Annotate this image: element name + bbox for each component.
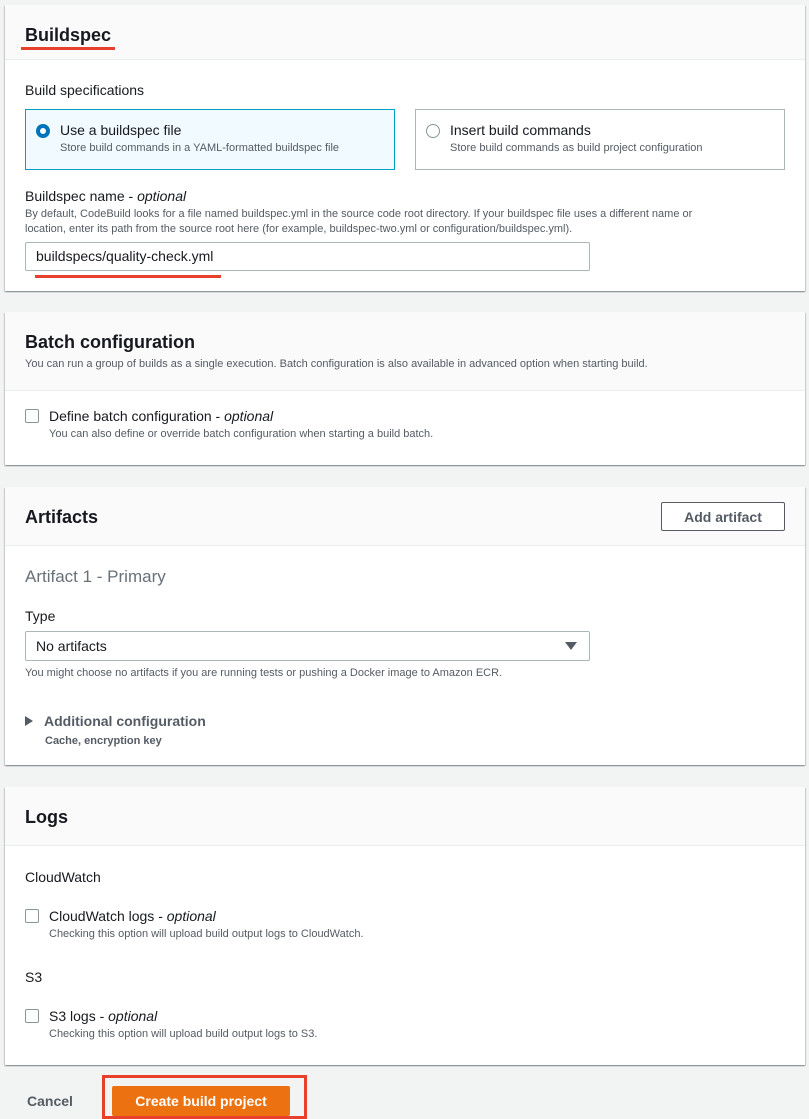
cloudwatch-logs-checkbox[interactable] [25, 909, 39, 923]
input-annotation-underline [35, 275, 221, 278]
batch-description: You can run a group of builds as a single execution. Batch configuration is also available in advanced option when starting build. [25, 358, 648, 370]
type-label: Type [25, 608, 56, 624]
cloudwatch-logs-description: Checking this option will upload build output logs to CloudWatch. [49, 928, 364, 940]
artifacts-title: Artifacts [25, 507, 99, 527]
buildspec-header [5, 5, 805, 60]
s3-logs-checkbox[interactable] [25, 1009, 39, 1023]
caret-down-icon [565, 642, 577, 650]
logs-panel [5, 787, 805, 1065]
define-batch-label-text: Define batch configuration - [49, 408, 225, 424]
buildspec-name-description-line-1: By default, CodeBuild looks for a file named buildspec.yml in the source code root directory. If your buildspec file uses a different name or [25, 208, 693, 220]
title-annotation-underline [21, 47, 115, 50]
define-batch-label [49, 408, 273, 424]
buildspec-name-description-line-2: location, enter its path from the source root here (for example, buildspec-two.yml or configuration/buildspec.yml). [25, 223, 573, 235]
cancel-button[interactable]: Cancel [27, 1093, 73, 1109]
s3-heading: S3 [25, 969, 43, 985]
optional-tag: optional [108, 1008, 158, 1024]
radio-unselected-icon[interactable] [426, 124, 440, 138]
radio-description: Store build commands in a YAML-formatted buildspec file [60, 142, 340, 154]
batch-configuration-panel [5, 312, 805, 465]
artifacts-panel [5, 487, 805, 765]
additional-configuration-label: Additional configuration [44, 713, 206, 729]
radio-insert-build-commands[interactable] [415, 109, 785, 170]
radio-use-buildspec-file[interactable] [25, 109, 395, 170]
cloudwatch-logs-label-text: CloudWatch logs - [49, 908, 167, 924]
artifact-primary-title: Artifact 1 - Primary [25, 567, 166, 586]
additional-configuration-description: Cache, encryption key [45, 735, 162, 747]
batch-header [5, 312, 805, 391]
artifacts-header [5, 487, 805, 546]
optional-tag: optional [224, 408, 274, 424]
buildspec-panel [5, 5, 805, 291]
add-artifact-button[interactable]: Add artifact [661, 502, 785, 531]
buildspec-name-label-text: Buildspec name - [25, 188, 138, 204]
radio-description: Store build commands as build project configuration [450, 142, 703, 154]
build-specifications-label: Build specifications [25, 82, 145, 98]
buildspec-name-label [25, 188, 186, 204]
radio-selected-icon[interactable] [36, 124, 50, 138]
caret-right-icon [25, 716, 33, 726]
cloudwatch-logs-label [49, 908, 216, 924]
s3-logs-label-text: S3 logs - [49, 1008, 109, 1024]
s3-logs-label [49, 1008, 157, 1024]
artifact-type-select[interactable] [25, 631, 590, 661]
s3-logs-description: Checking this option will upload build output logs to S3. [49, 1028, 318, 1040]
cloudwatch-heading: CloudWatch [25, 869, 101, 885]
logs-title: Logs [25, 807, 68, 827]
artifact-type-hint: You might choose no artifacts if you are running tests or pushing a Docker image to Amazon ECR. [25, 667, 503, 679]
buildspec-title: Buildspec [25, 25, 112, 45]
optional-tag: optional [137, 188, 187, 204]
radio-label: Insert build commands [450, 122, 591, 138]
buildspec-name-input[interactable]: buildspecs/quality-check.yml [25, 242, 590, 271]
define-batch-description: You can also define or override batch configuration when starting a build batch. [49, 428, 434, 440]
optional-tag: optional [166, 908, 216, 924]
define-batch-checkbox[interactable] [25, 409, 39, 423]
create-build-project-button[interactable]: Create build project [112, 1086, 290, 1116]
artifact-type-value: No artifacts [36, 638, 107, 654]
batch-title: Batch configuration [25, 332, 195, 352]
logs-header [5, 787, 805, 846]
radio-label: Use a buildspec file [60, 122, 182, 138]
